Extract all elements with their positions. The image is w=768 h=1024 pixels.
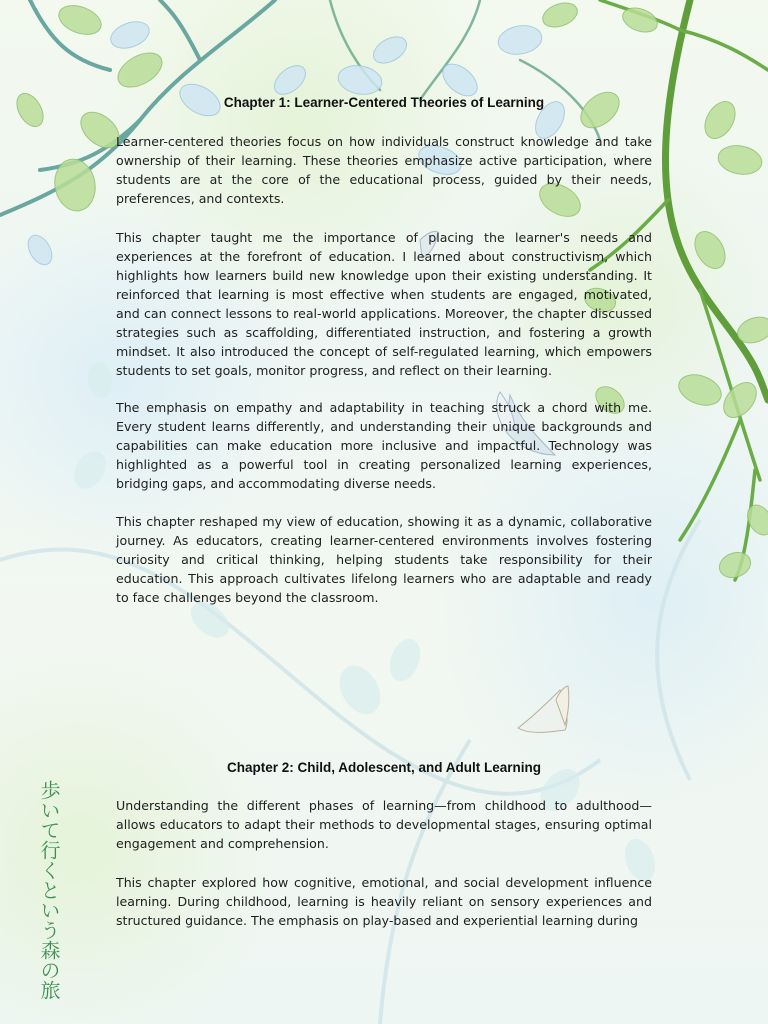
decorative-vertical-text: 歩いて行くという森の旅 [37,780,61,1000]
chapter1-title: Chapter 1: Learner-Centered Theories of Learning [223,95,545,110]
chapter1-paragraph-2: This chapter taught me the importance of placing the learner's needs and experiences at the forefront of education. I learned about constructivism, which highlights how learners build new knowledge upon their existing understanding. It reinforced that learning is most effective when students are engaged, motivated, and can connect lessons to real-world applications. Moreover, the chapter discussed strategies such as scaffolding, differentiated instruction, and fostering a growth mindset. It also introduced the concept of self-regulated learning, which empowers students to set goals, monitor progress, and reflect on their learning. [116,230,652,378]
chapter1-paragraph-1: Learner-centered theories focus on how individuals construct knowledge and take ownership of their learning. These theories emphasize active participation, where students are at the core of the educational process, guided by their needs, preferences, and contexts. [116,134,652,206]
chapter2-paragraph-2: This chapter explored how cognitive, emotional, and social development influence learning. During childhood, learning is heavily reliant on sensory experiences and structured guidance. The emphasis on play-based and experiential learning during [116,875,652,928]
chapter1-paragraph-3: The emphasis on empathy and adaptability in teaching struck a chord with me. Every student learns differently, and understanding their unique backgrounds and capabilities can make education more inclusive and impactful. Technology was highlighted as a powerful tool in creating personalized learning experiences, bridging gaps, and accommodating diverse needs. [116,400,652,491]
chapter2-paragraph-1: Understanding the different phases of learning—from childhood to adulthood—allows educators to adapt their methods to developmental stages, ensuring optimal engagement and comprehension. [116,798,652,851]
chapter1-paragraph-4: This chapter reshaped my view of education, showing it as a dynamic, collaborative journey. As educators, creating learner-centered environments involves fostering curiosity and critical thinking, helping students take responsibility for their education. This approach cultivates lifelong learners who are adaptable and ready to face challenges beyond the classroom. [116,514,652,605]
chapter2-title: Chapter 2: Child, Adolescent, and Adult Learning [226,760,542,775]
